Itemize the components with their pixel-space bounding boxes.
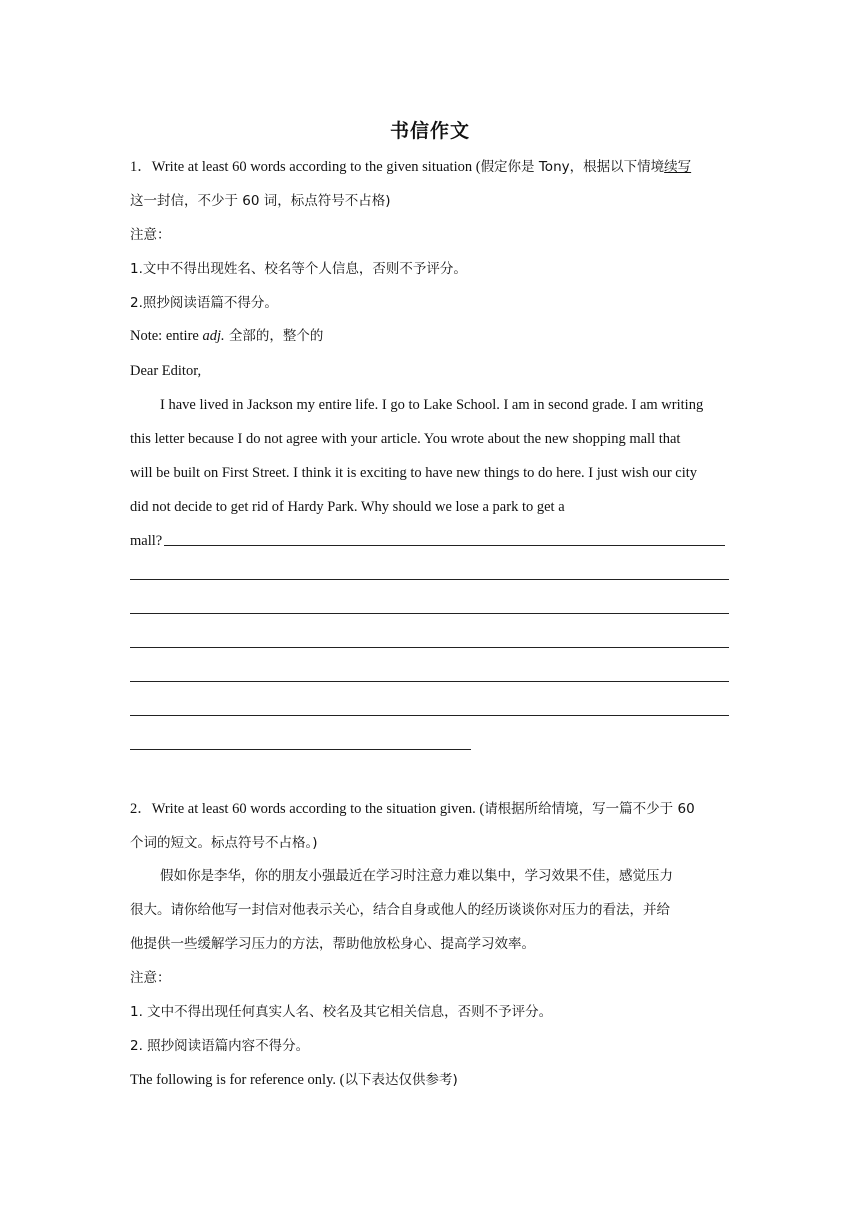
q1-prompt-underlined: 续写	[664, 159, 692, 175]
q2-number: 2．	[130, 801, 152, 817]
q1-prompt-line2: 这一封信，不少于 60 词，标点符号不占格)	[130, 193, 391, 209]
q1-note-meaning: 全部的，整个的	[224, 328, 324, 344]
letter-last-word: mall?	[130, 533, 163, 549]
q2-reference-note	[130, 1070, 458, 1090]
answer-line[interactable]	[130, 579, 729, 580]
q1-rule-2: 2.照抄阅读语篇不得分。	[130, 295, 278, 311]
letter-body-line: did not decide to get rid of Hardy Park. Why should we lose a park to get a	[130, 499, 565, 515]
q1-note-pos: adj.	[202, 328, 225, 344]
answer-line[interactable]	[130, 715, 729, 716]
page-title: 书信作文	[389, 120, 470, 142]
answer-line[interactable]	[130, 749, 471, 750]
q1-note	[130, 326, 323, 346]
answer-line[interactable]	[164, 545, 725, 546]
q1-rule-1: 1.文中不得出现姓名、校名等个人信息，否则不予评分。	[130, 261, 467, 277]
q2-rule-2: 2. 照抄阅读语篇内容不得分。	[130, 1038, 310, 1054]
q2-prompt-cn: 请根据所给情境，写一篇不少于 60	[484, 801, 695, 817]
q2-situation-line: 他提供一些缓解学习压力的方法，帮助他放松身心、提高学习效率。	[130, 936, 535, 952]
answer-line[interactable]	[130, 647, 729, 648]
answer-line[interactable]	[130, 613, 729, 614]
q2-reference-cn: 以下表达仅供参考)	[344, 1072, 458, 1088]
q2-prompt-line2: 个词的短文。标点符号不占格。)	[130, 835, 318, 851]
q1-note-prefix: Note: entire	[130, 328, 203, 344]
q1-number: 1．	[130, 159, 152, 175]
q1-salutation: Dear Editor,	[130, 363, 202, 379]
letter-body-line: I have lived in Jackson my entire life. I go to Lake School. I am in second grade. I am writing	[160, 397, 704, 413]
letter-body-line: will be built on First Street. I think it is exciting to have new things to do here. I just wish our city	[130, 465, 698, 481]
q2-situation-line: 假如你是李华，你的朋友小强最近在学习时注意力难以集中，学习效果不佳，感觉压力	[160, 868, 673, 884]
q2-prompt-en: Write at least 60 words according to the situation given. (	[151, 801, 485, 817]
letter-body-line: this letter because I do not agree with your article. You wrote about the new shopping mall that	[130, 431, 681, 447]
q2-situation-line: 很大。请你给他写一封信对他表示关心，结合自身或他人的经历谈谈你对压力的看法，并给	[130, 902, 670, 918]
q2-notice-label: 注意：	[130, 970, 171, 986]
q1-notice-label: 注意：	[130, 227, 171, 243]
q2-reference-en: The following is for reference only. (	[130, 1072, 345, 1088]
q2-rule-1: 1. 文中不得出现任何真实人名、校名及其它相关信息，否则不予评分。	[130, 1004, 553, 1020]
q1-prompt-cn: 假定你是 Tony，根据以下情境	[480, 159, 665, 175]
answer-line[interactable]	[130, 681, 729, 682]
q2-prompt-line1	[130, 799, 695, 819]
q1-prompt-line1	[130, 157, 691, 177]
q1-prompt-en: Write at least 60 words according to the given situation (	[151, 159, 481, 175]
